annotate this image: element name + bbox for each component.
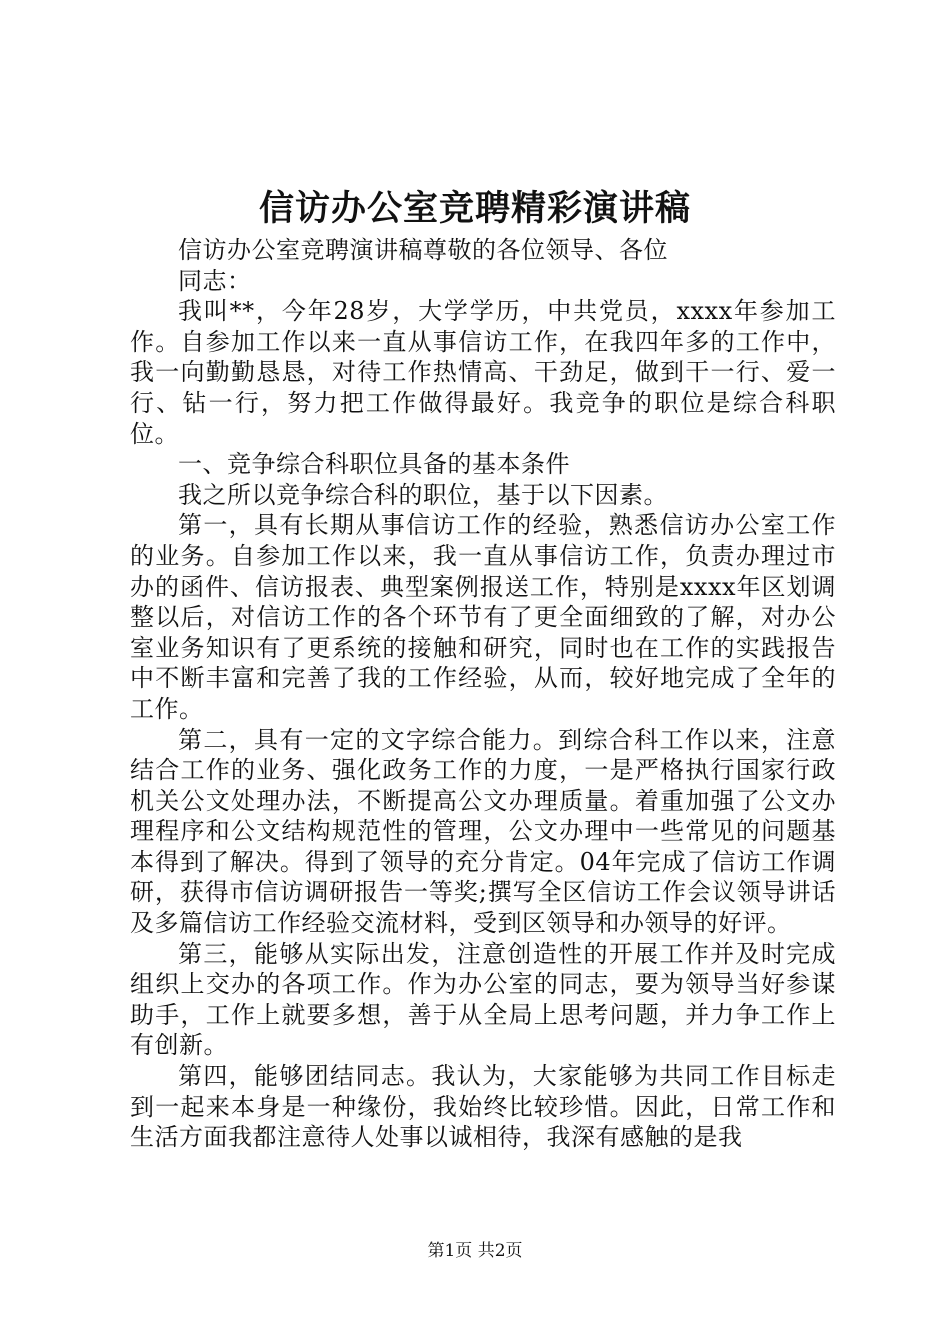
paragraph-salutation: 信访办公室竞聘演讲稿尊敬的各位领导、各位: [178, 236, 668, 264]
paragraph-salutation-cont: 同志：: [178, 266, 252, 295]
paragraph-reasons-lead: 我之所以竞争综合科的职位，基于以下因素。: [178, 480, 668, 509]
document-body: [130, 235, 836, 1153]
document-title: 信访办公室竞聘精彩演讲稿: [258, 188, 691, 229]
paragraph-fourth: 第四，能够团结同志。我认为，大家能够为共同工作目标走到一起来本身是一种缘份，我始终比较珍惜。因此，日常工作和生活方面我都注意待人处事以诚相待，我深有感触的是我: [130, 1062, 836, 1152]
paragraph-intro: 我叫**，今年28岁，大学学历，中共党员，xxxx年参加工作。自参加工作以来一直从事信访工作，在我四年多的工作中，我一向勤勤恳恳，对待工作热情高、干劲足，做到干一行、爱一行、钻一行，努力把工作做得最好。我竞争的职位是综合科职位。: [130, 297, 836, 448]
section-heading: 一、竞争综合科职位具备的基本条件: [178, 450, 570, 479]
paragraph-second: 第二，具有一定的文字综合能力。到综合科工作以来，注意结合工作的业务、强化政务工作的力度，一是严格执行国家行政机关公文处理办法，不断提高公文办理质量。着重加强了公文办理程序和公文结构规范性的管理，公文办理中一些常见的问题基本得到了解决。得到了领导的充分肯定。04年完成了信访工作调研，获得市信访调研报告一等奖;撰写全区信访工作会议领导讲话及多篇信访工作经验交流材料，受到区领导和办领导的好评。: [130, 725, 836, 938]
page-footer: 第1页 共2页: [427, 1241, 523, 1261]
paragraph-first: 第一，具有长期从事信访工作的经验，熟悉信访办公室工作的业务。自参加工作以来，我一直从事信访工作，负责办理过市办的函件、信访报表、典型案例报送工作，特别是xxxx年区划调整以后，对信访工作的各个环节有了更全面细致的了解，对办公室业务知识有了更系统的接触和研究，同时也在工作的实践报告中不断丰富和完善了我的工作经验，从而，较好地完成了全年的工作。: [130, 511, 836, 723]
paragraph-third: 第三，能够从实际出发，注意创造性的开展工作并及时完成组织上交办的各项工作。作为办公室的同志，要为领导当好参谋助手，工作上就要多想，善于从全局上思考问题，并力争工作上有创新。: [130, 939, 836, 1060]
